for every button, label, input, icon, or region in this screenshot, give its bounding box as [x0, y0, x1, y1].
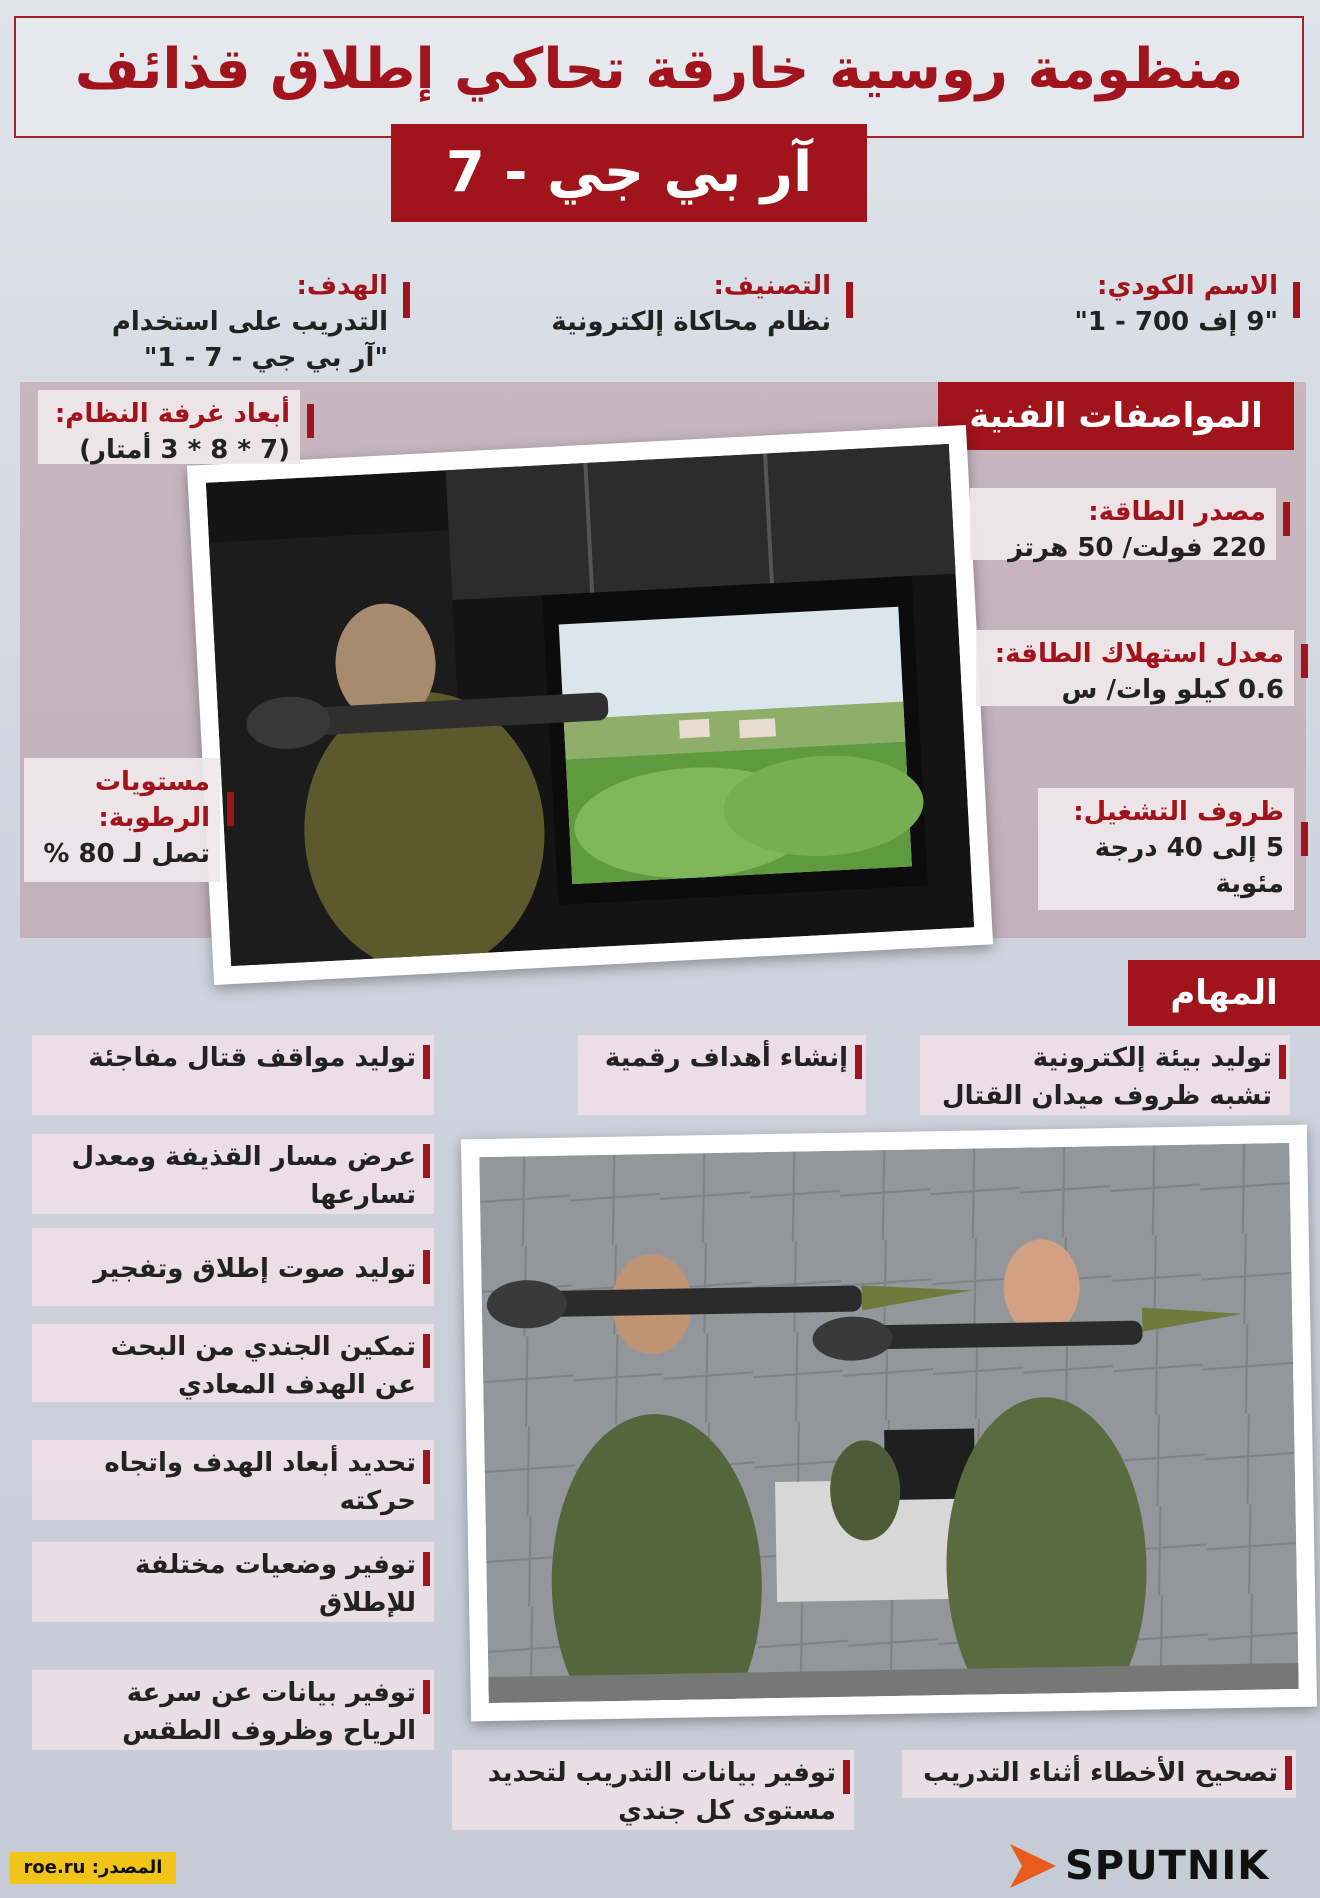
task-text-line1: توليد صوت إطلاق وتفجير	[93, 1254, 416, 1284]
task-text-line1: توفير بيانات عن سرعة	[126, 1678, 416, 1708]
task-text-line2: تسارعها	[310, 1180, 416, 1210]
task-marker	[423, 1552, 430, 1586]
power-consumption-value: 0.6 كيلو وات/ س	[1061, 675, 1284, 705]
codename-marker	[1293, 282, 1300, 318]
room-dimensions-marker	[307, 404, 314, 438]
task-marker	[855, 1045, 862, 1079]
task-item	[32, 1542, 434, 1622]
power-source-marker	[1283, 502, 1290, 536]
task-marker	[843, 1760, 850, 1794]
task-item	[32, 1228, 434, 1306]
humidity-label-line2: الرطوبة:	[98, 803, 210, 833]
room-dimensions-card	[38, 390, 300, 464]
source-label: المصدر:	[91, 1857, 163, 1878]
task-text-line1: توليد بيئة إلكترونية	[1032, 1043, 1272, 1073]
power-source-value: 220 فولت/ 50 هرتز	[1008, 533, 1266, 563]
task-text-line2: مستوى كل جندي	[618, 1796, 836, 1826]
goal-value-line1: التدريب على استخدام	[111, 307, 388, 337]
task-text-line1: توفير وضعيات مختلفة	[135, 1550, 416, 1580]
power-source-card	[970, 488, 1276, 563]
task-item	[452, 1750, 854, 1830]
page-subtitle: آر بي جي - 7	[445, 140, 813, 205]
source-value: roe.ru	[23, 1857, 86, 1878]
task-marker	[1279, 1045, 1286, 1079]
power-source-label: مصدر الطاقة:	[1088, 497, 1266, 527]
tech-specs-heading: المواصفات الفنية	[938, 382, 1294, 450]
task-item	[32, 1440, 434, 1520]
task-marker	[423, 1250, 430, 1284]
goal-item	[48, 268, 388, 376]
classification-value: نظام محاكاة إلكترونية	[551, 307, 831, 337]
operating-conditions-value-line1: 5 إلى 40 درجة	[1094, 833, 1284, 863]
classification-label: التصنيف:	[713, 271, 831, 301]
task-text-line1: عرض مسار القذيفة ومعدل	[71, 1142, 416, 1172]
training-photo-image	[479, 1143, 1298, 1703]
sputnik-logo: SPUTNIK	[1065, 1843, 1270, 1889]
power-consumption-card	[976, 630, 1294, 706]
task-text-line2: الرياح وظروف الطقس	[122, 1716, 416, 1746]
task-text-line1: توفير بيانات التدريب لتحديد	[487, 1758, 836, 1788]
task-marker	[1285, 1756, 1292, 1790]
operating-conditions-label: ظروف التشغيل:	[1073, 797, 1284, 827]
humidity-label-line1: مستويات	[94, 767, 210, 797]
task-item	[32, 1134, 434, 1214]
simulator-photo-image	[206, 444, 974, 966]
task-text-line2: للإطلاق	[319, 1588, 416, 1618]
simulator-photo	[187, 425, 993, 985]
humidity-card	[24, 758, 220, 882]
room-dimensions-label: أبعاد غرفة النظام:	[54, 399, 290, 429]
task-marker	[423, 1450, 430, 1484]
task-text-line2: تشبه ظروف ميدان القتال	[942, 1081, 1272, 1111]
task-item	[902, 1750, 1296, 1798]
task-item	[32, 1670, 434, 1750]
power-consumption-marker	[1301, 644, 1308, 678]
task-text-line2: عن الهدف المعادي	[177, 1370, 416, 1400]
task-item	[578, 1035, 866, 1115]
source-badge	[10, 1852, 176, 1884]
training-photo	[461, 1125, 1317, 1722]
operating-conditions-card	[1038, 788, 1294, 910]
codename-label: الاسم الكودي:	[1097, 271, 1278, 301]
task-text-line1: توليد مواقف قتال مفاجئة	[88, 1043, 416, 1073]
task-marker	[423, 1045, 430, 1079]
room-dimensions-value: (7 * 8 * 3 أمتار)	[79, 435, 290, 465]
task-text-line1: تحديد أبعاد الهدف واتجاه	[104, 1448, 416, 1478]
goal-label: الهدف:	[296, 271, 388, 301]
goal-marker	[403, 282, 410, 318]
task-text-line1: تمكين الجندي من البحث	[110, 1332, 416, 1362]
classification-item	[491, 268, 831, 340]
task-marker	[423, 1334, 430, 1368]
task-marker	[423, 1680, 430, 1714]
codename-value: "9 إف 700 - 1"	[1074, 307, 1278, 337]
tasks-heading: المهام	[1128, 960, 1320, 1026]
classification-marker	[846, 282, 853, 318]
goal-value-line2: "آر بي جي - 7 - 1"	[143, 343, 388, 373]
power-consumption-label: معدل استهلاك الطاقة:	[994, 639, 1284, 669]
humidity-value: تصل لـ 80 %	[43, 839, 210, 869]
task-text-line1: إنشاء أهداف رقمية	[604, 1043, 848, 1073]
humidity-marker	[227, 792, 234, 826]
codename-item	[978, 268, 1278, 340]
operating-conditions-value-line2: مئوية	[1215, 869, 1284, 899]
task-text-line2: حركته	[339, 1486, 416, 1516]
task-item	[920, 1035, 1290, 1115]
page-title: منظومة روسية خارقة تحاكي إطلاق قذائف	[74, 37, 1244, 102]
task-text-line1: تصحيح الأخطاء أثناء التدريب	[923, 1758, 1278, 1788]
task-item	[32, 1324, 434, 1402]
task-item	[32, 1035, 434, 1115]
operating-conditions-marker	[1301, 822, 1308, 856]
task-marker	[423, 1144, 430, 1178]
